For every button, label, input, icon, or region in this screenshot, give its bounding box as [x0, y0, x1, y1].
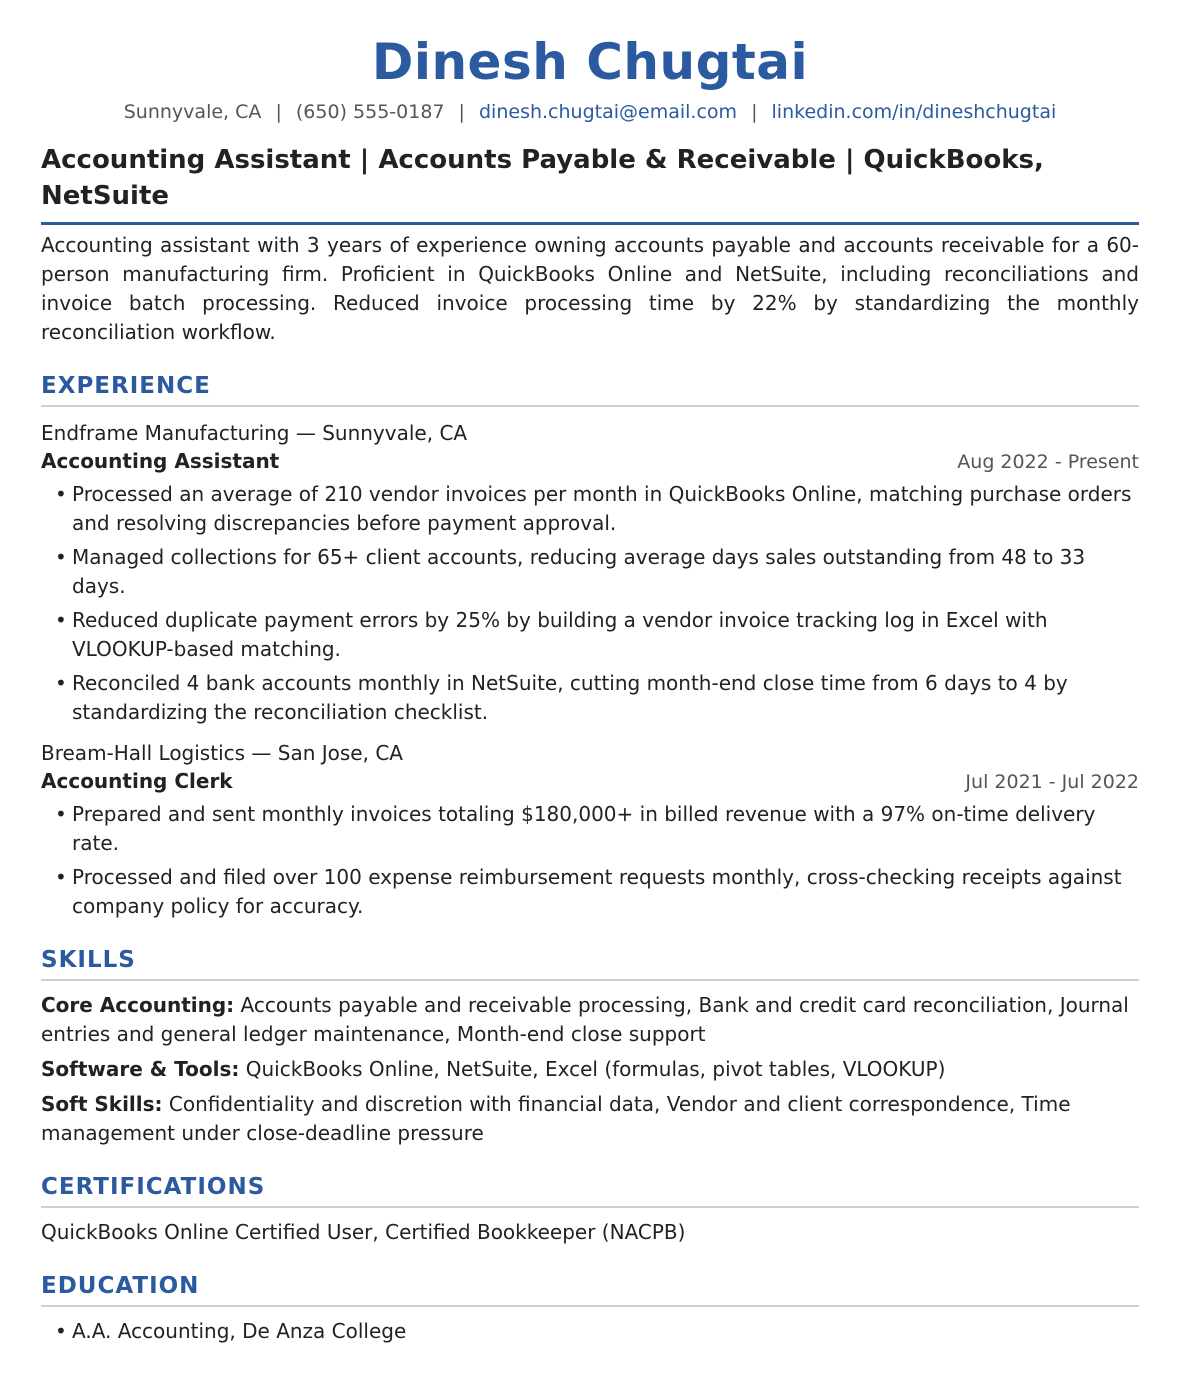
- job-bullet: • Managed collections for 65+ client accounts, reducing average days sales outstanding from 48 to 33 days.: [55, 543, 1139, 601]
- education-list: [41, 1317, 1139, 1346]
- email-link[interactable]: dinesh.chugtai@email.com: [479, 101, 738, 123]
- contact-separator: |: [275, 101, 282, 123]
- education-section-title: EDUCATION: [41, 1271, 1139, 1307]
- job-role-row: [41, 447, 1139, 476]
- experience-section-title: EXPERIENCE: [41, 371, 1139, 407]
- job-dates: Jul 2021 - Jul 2022: [965, 771, 1139, 793]
- job-bullet-list: [41, 800, 1139, 921]
- location-text: Sunnyvale, CA: [123, 101, 262, 123]
- job-bullet: • Processed and filed over 100 expense reimbursement requests monthly, cross-checking receipts against company policy for accuracy.: [55, 863, 1139, 921]
- skill-group-text: Confidentiality and discretion with financial data, Vendor and client correspondence, Time management under close-deadline pressure: [41, 1092, 1071, 1145]
- job-bullet: • Processed an average of 210 vendor invoices per month in QuickBooks Online, matching purchase orders and resolving discrepancies before payment approval.: [55, 480, 1139, 538]
- candidate-name: Dinesh Chugtai: [371, 33, 809, 91]
- certifications-section-title: CERTIFICATIONS: [41, 1172, 1139, 1208]
- linkedin-link[interactable]: linkedin.com/in/dineshchugtai: [771, 101, 1057, 123]
- skills-section-title: SKILLS: [41, 945, 1139, 981]
- job-bullet: • Reconciled 4 bank accounts monthly in NetSuite, cutting month-end close time from 6 days to 4 by standardizing the reconciliation checklist.: [55, 669, 1139, 727]
- job-bullet-list: [41, 480, 1139, 727]
- resume-page: [41, 0, 1139, 1346]
- phone-text: (650) 555-0187: [295, 101, 445, 123]
- skill-group-text: QuickBooks Online, NetSuite, Excel (formulas, pivot tables, VLOOKUP): [245, 1057, 946, 1081]
- job-role-row: [41, 767, 1139, 796]
- contact-separator: |: [751, 101, 758, 123]
- skill-group-label: Soft Skills:: [41, 1092, 163, 1116]
- job-company: Bream-Hall Logistics — San Jose, CA: [41, 741, 403, 765]
- skill-group-label: Software & Tools:: [41, 1057, 240, 1081]
- job-title: Accounting Clerk: [41, 769, 233, 793]
- job-bullet: • Prepared and sent monthly invoices totaling $180,000+ in billed revenue with a 97% on-time delivery rate.: [55, 800, 1139, 858]
- contact-line: [41, 98, 1139, 126]
- skill-group: [41, 1090, 1139, 1148]
- contact-separator: |: [458, 101, 465, 123]
- skill-group-text: Accounts payable and receivable processing, Bank and credit card reconciliation, Journal entries and general ledger maintenance, Month-end close support: [41, 993, 1129, 1046]
- job-entry: [41, 739, 1139, 921]
- education-item: • A.A. Accounting, De Anza College: [55, 1317, 1139, 1346]
- professional-headline: Accounting Assistant | Accounts Payable & Receivable | QuickBooks, NetSuite: [41, 142, 1139, 225]
- job-title: Accounting Assistant: [41, 449, 280, 473]
- job-dates: Aug 2022 - Present: [957, 451, 1139, 473]
- summary-paragraph: Accounting assistant with 3 years of experience owning accounts payable and accounts receivable for a 60-person manufacturing firm. Proficient in QuickBooks Online and NetSuite, including reconciliations and invoice batch processing. Reduced invoice processing time by 22% by standardizing the monthly reconciliation workflow.: [41, 233, 1139, 344]
- job-company: Endframe Manufacturing — Sunnyvale, CA: [41, 421, 468, 445]
- skill-group: [41, 991, 1139, 1049]
- job-entry: [41, 419, 1139, 727]
- skill-group-label: Core Accounting:: [41, 993, 235, 1017]
- job-bullet: • Reduced duplicate payment errors by 25% by building a vendor invoice tracking log in Excel with VLOOKUP-based matching.: [55, 606, 1139, 664]
- skill-group: [41, 1055, 1139, 1084]
- certifications-text: QuickBooks Online Certified User, Certified Bookkeeper (NACPB): [41, 1220, 686, 1244]
